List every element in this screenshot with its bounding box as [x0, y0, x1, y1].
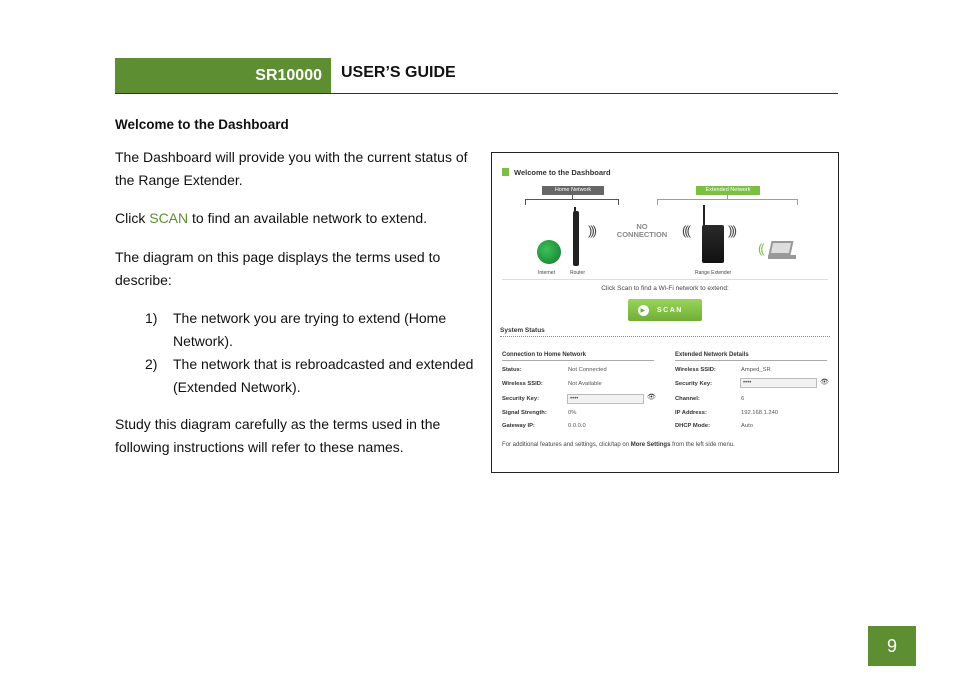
internet-globe-icon: [537, 240, 561, 264]
list-item-text: The network you are trying to extend (Home Network).: [173, 310, 447, 349]
home-network-bracket: [525, 199, 619, 205]
click-scan-instruction: Click Scan to find a Wi-Fi network to extend:: [601, 285, 729, 292]
extended-network-tag: Extended Network: [696, 186, 760, 195]
wifi-waves-icon: ))): [728, 223, 735, 238]
scan-button-label: SCAN: [657, 306, 683, 314]
label-internet: Internet: [538, 270, 555, 276]
wifi-waves-icon: (((: [682, 223, 689, 238]
ext-ssid-key: Wireless SSID:: [675, 367, 716, 373]
ext-key-key: Security Key:: [675, 381, 713, 387]
laptop-icon: [769, 241, 794, 255]
home-gateway-value: 0.0.0.0: [568, 423, 586, 429]
more-settings-note: [502, 442, 735, 448]
no-connection-label: [612, 223, 672, 239]
ext-ip-value: 192.168.1.240: [741, 410, 779, 416]
show-password-eye-icon[interactable]: 👁: [647, 394, 656, 401]
ext-channel-value: 6: [741, 396, 745, 402]
welcome-marker-icon: [502, 168, 509, 176]
home-security-key-field[interactable]: ••••: [567, 394, 644, 404]
dashboard-title: Welcome to the Dashboard: [514, 168, 611, 177]
more-settings-link[interactable]: More Settings: [630, 442, 671, 448]
router-icon: [573, 211, 579, 266]
scan-button[interactable]: [628, 299, 702, 321]
header-title: USER’S GUIDE: [341, 64, 456, 81]
home-connection-heading: Connection to Home Network: [502, 352, 587, 358]
home-signal-value: 0%: [568, 410, 577, 416]
diagram-divider: [502, 279, 828, 280]
list-item-number: 2): [145, 356, 158, 372]
scan-text-before: Click: [115, 210, 150, 226]
dashboard-screenshot: [491, 152, 839, 473]
ext-dhcp-value: Auto: [741, 423, 753, 429]
extended-details-heading: Extended Network Details: [675, 352, 749, 358]
list-item-number: 1): [145, 310, 158, 326]
paragraph-status: The Dashboard will provide you with the current status of the Range Extender.: [115, 149, 468, 188]
wifi-waves-icon: ))): [588, 223, 595, 238]
home-ssid-key: Wireless SSID:: [502, 381, 543, 387]
paragraph-scan: [115, 207, 485, 230]
ext-channel-key: Channel:: [675, 396, 700, 402]
extended-network-bracket: [657, 199, 798, 205]
play-icon: ▶: [638, 305, 649, 316]
home-status-value: Not Connected: [568, 367, 607, 373]
label-router: Router: [570, 270, 586, 276]
scan-link[interactable]: SCAN: [149, 210, 189, 226]
extender-antenna-icon: [703, 205, 705, 227]
wifi-waves-icon: ((: [758, 241, 763, 256]
ext-dhcp-key: DHCP Mode:: [675, 423, 710, 429]
extended-details-underline: [675, 360, 827, 361]
no-connection-line1: NO: [636, 222, 648, 231]
scan-text-after: to find an available network to extend.: [188, 210, 428, 226]
home-network-tag: Home Network: [542, 186, 604, 195]
show-password-eye-icon[interactable]: 👁: [820, 379, 829, 386]
header-divider: [115, 93, 838, 94]
no-connection-line2: CONNECTION: [616, 230, 668, 239]
range-extender-icon: [702, 225, 724, 263]
footer-text-before: For additional features and settings, click/tap on: [502, 442, 631, 448]
section-heading: Welcome to the Dashboard: [115, 117, 289, 132]
terms-list: [145, 307, 480, 399]
ext-ssid-value: Amped_SR: [741, 367, 771, 373]
home-ssid-value: Not Available: [568, 381, 602, 387]
paragraph-diagram: The diagram on this page displays the terms used to describe:: [115, 249, 441, 288]
paragraph-study: Study this diagram carefully as the terms used in the following instructions will refer to these names.: [115, 416, 441, 455]
home-connection-underline: [502, 360, 654, 361]
home-signal-key: Signal Strength:: [502, 410, 547, 416]
ext-security-key-field[interactable]: ••••: [740, 378, 817, 388]
system-status-divider: [500, 336, 830, 337]
laptop-base-icon: [768, 255, 796, 259]
list-item: [145, 307, 480, 353]
home-key-key: Security Key:: [502, 396, 540, 402]
footer-text-after: from the left side menu.: [670, 442, 735, 448]
system-status-heading: System Status: [500, 327, 545, 334]
home-status-key: Status:: [502, 367, 522, 373]
home-gateway-key: Gateway IP:: [502, 423, 535, 429]
label-range-extender: Range Extender: [695, 270, 732, 276]
header-model: SR10000: [255, 66, 322, 84]
page-number: 9: [868, 626, 916, 666]
list-item: [145, 353, 480, 399]
ext-ip-key: IP Address:: [675, 410, 707, 416]
list-item-text: The network that is rebroadcasted and extended (Extended Network).: [173, 356, 474, 395]
header-model-badge: [115, 58, 331, 93]
